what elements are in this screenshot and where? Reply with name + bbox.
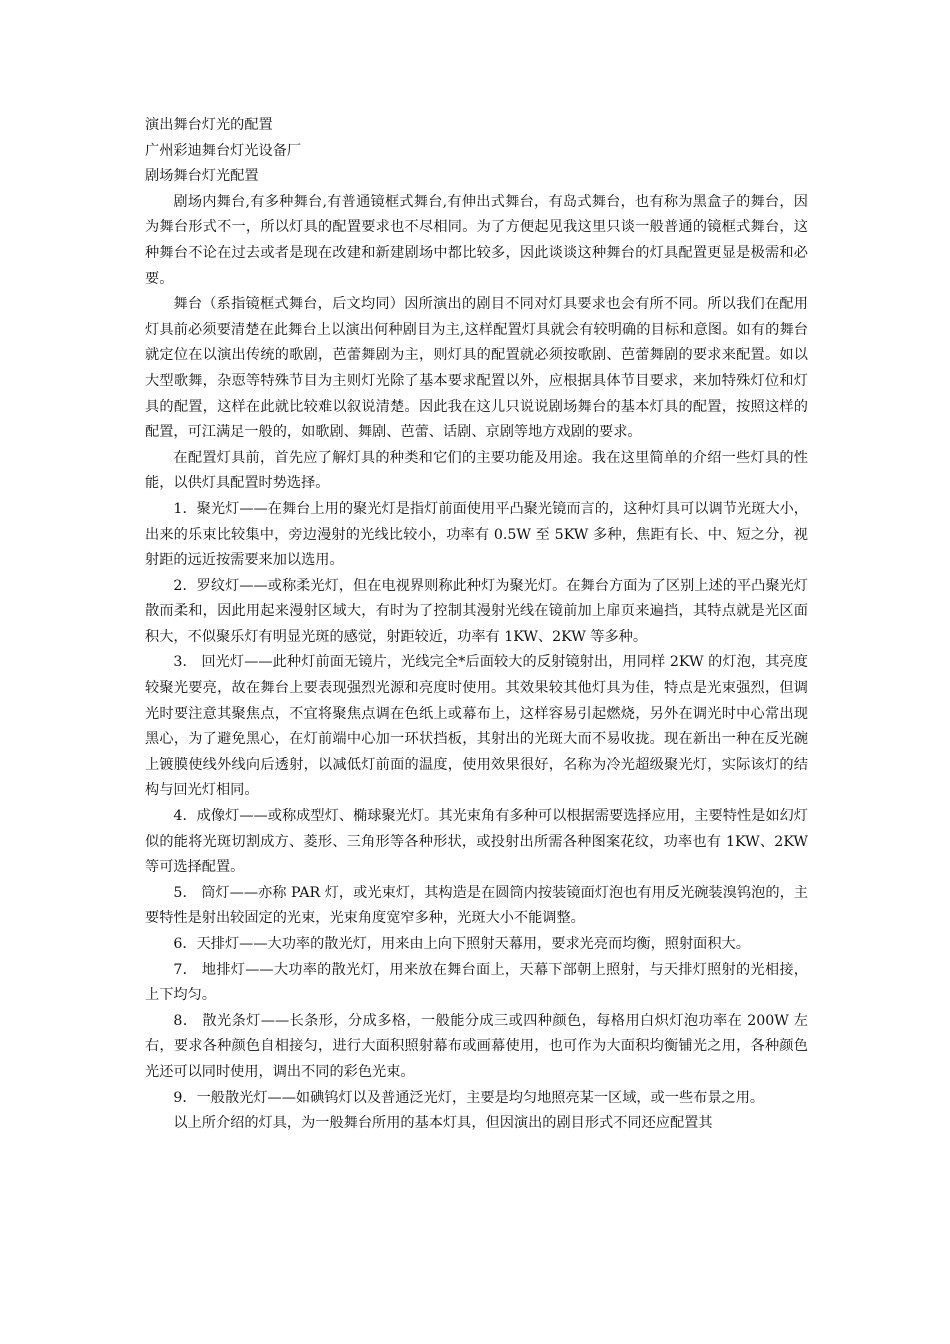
document-page bbox=[145, 113, 808, 1137]
lamp-item-par: 5． 筒灯——亦称 PAR 灯，或光束灯，其构造是在圆筒内按装镜面灯泡也有用反光碗装溴钨泡的，主要特性是射出较固定的光束，光束角度宽窄多种，光斑大小不能调整。 bbox=[145, 884, 808, 927]
closing-paragraph: 以上所介绍的灯具，为一般舞台所用的基本灯具，但因演出的剧目形式不同还应配置其 bbox=[173, 1115, 713, 1132]
lamp-item-fresnel: 2．罗纹灯——或称柔光灯，但在电视界则称此种灯为聚光灯。在舞台方面为了区别上述的平凸聚光灯散而柔和，因此用起来漫射区域大，有时为了控制其漫射光线在镜前加上扉页来遍挡，其特点就是光区面积大，不似聚乐灯有明显光斑的感觉，射距较近，功率有 1KW、2KW 等多种。 bbox=[145, 577, 808, 645]
company-name: 广州彩迪舞台灯光设备厂 bbox=[145, 142, 302, 159]
lamp-item-flood: 9．一般散光灯——如碘钨灯以及普通泛光灯，主要是均匀地照亮某一区域，或一些布景之用。 bbox=[173, 1089, 765, 1106]
lamp-item-profile: 4．成像灯——或称成型灯、椭球聚光灯。其光束角有多种可以根据需要选择应用，主要特性是如幻灯似的能将光斑切割成方、菱形、三角形等各种形状，或投射出所需各种图案花纹，功率也有 1KW、2KW 等可选择配置。 bbox=[145, 808, 808, 876]
lamp-item-reflector: 3． 回光灯——此种灯前面无镜片，光线完全*后面较大的反射镜射出，用同样 2KW 的灯泡，其亮度较聚光要亮，故在舞台上要表现强烈光源和亮度时使用。其效果较其他灯具为佳，特点是光束强烈，但调光时要注意其聚焦点，不宜将聚焦点调在色纸上或幕布上，这样容易引起燃烧，另外在调光时中心常出现黑心，为了避免黑心，在灯前端中心加一环状挡板，其射出的光斑大而不易收拢。现在新出一种在反光碗上镀膜使线外线向后透射，以减低灯前面的温度，使用效果很好，名称为冷光超级聚光灯，实际该灯的结构与回光灯相同。 bbox=[145, 654, 808, 799]
lamp-item-ground-row: 7． 地排灯——大功率的散光灯，用来放在舞台面上，天幕下部朝上照射，与天排灯照射的光相接，上下均匀。 bbox=[145, 961, 808, 1004]
stage-type-paragraph: 舞台（系指镜框式舞台，后文均同）因所演出的剧目不同对灯具要求也会有所不同。所以我们在配用灯具前必须要清楚在此舞台上以演出何种剧目为主,这样配置灯具就会有较明确的目标和意图。如有的舞台就定位在以演出传统的歌剧，芭蕾舞剧为主，则灯具的配置就必须按歌剧、芭蕾舞剧的要求来配置。如以大型歌舞，杂恧等特殊节目为主则灯光除了基本要求配置以外，应根据具体节目要求，来加特殊灯位和灯具的配置，这样在此就比较难以叙说清楚。因此我在这儿只说说剧场舞台的基本灯具的配置，按照这样的配置，可江满足一般的，如歌剧、舞剧、芭蕾、话剧、京剧等地方戏剧的要求。 bbox=[145, 296, 808, 441]
lamp-overview-paragraph: 在配置灯具前，首先应了解灯具的种类和它们的主要功能及用途。我在这里简单的介绍一些灯具的性能，以供灯具配置时势选择。 bbox=[145, 449, 808, 492]
section-heading: 剧场舞台灯光配置 bbox=[145, 168, 259, 185]
lamp-item-spotlight: 1．聚光灯——在舞台上用的聚光灯是指灯前面使用平凸聚光镜而言的，这种灯具可以调节光斑大小，出来的乐束比较集中，旁边漫射的光线比较小，功率有 0.5W 至 5KW 多种，焦距有长、中、短之分，视射距的远近按需要来加以选用。 bbox=[145, 500, 808, 569]
lamp-item-sky-row: 6．天排灯——大功率的散光灯，用来由上向下照射天幕用，要求光亮而均衡，照射面积大。 bbox=[173, 936, 750, 952]
intro-paragraph: 剧场内舞台,有多种舞台,有普通镜框式舞台,有伸出式舞台，有岛式舞台，也有称为黑盒子的舞台，因为舞台形式不一，所以灯具的配置要求也不尽相同。为了方便起见我这里只谈一般普通的镜框式舞台，这种舞台不论在过去或者是现在改建和新建剧场中都比较多，因此谈谈这种舞台的灯具配置更显是极需和必要。 bbox=[145, 193, 808, 287]
document-title: 演出舞台灯光的配置 bbox=[145, 117, 273, 133]
lamp-item-strip: 8． 散光条灯——长条形，分成多格，一般能分成三或四种颜色，每格用白炽灯泡功率在 200W 左右，要求各种颜色自相接匀，进行大面积照射幕布或画幕使用，也可作为大面积均衡铺光之用，各种颜色光还可以同时使用，调出不同的彩色光束。 bbox=[145, 1012, 808, 1080]
